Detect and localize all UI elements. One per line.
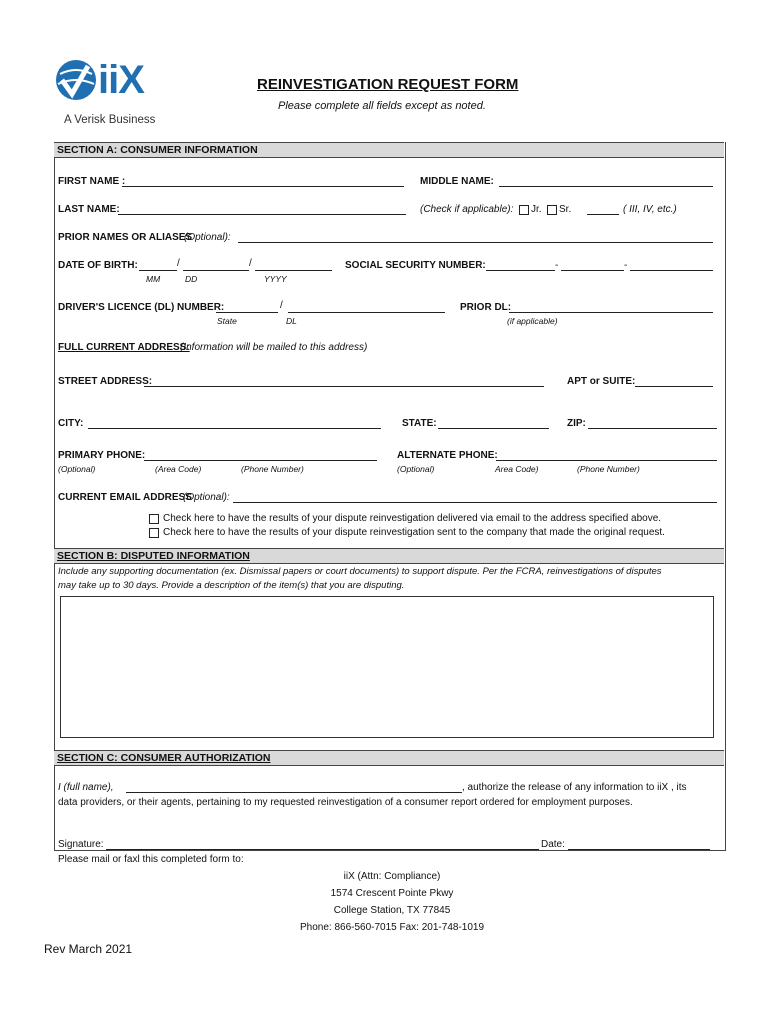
section-c-header — [54, 750, 724, 766]
form-title: REINVESTIGATION REQUEST FORM — [257, 76, 519, 93]
prior-names-optional: (Optional): — [184, 232, 231, 243]
alternate-phone-number-hint: (Phone Number) — [577, 464, 640, 474]
city-field[interactable] — [88, 428, 381, 429]
dob-mm-hint: MM — [146, 274, 161, 284]
ssn-sep-2: - — [624, 260, 628, 271]
company-results-checkbox[interactable] — [149, 528, 159, 538]
primary-phone-area-hint: (Area Code) — [155, 464, 202, 474]
ssn-part1-field[interactable] — [486, 270, 555, 271]
dl-state-field[interactable] — [216, 312, 278, 313]
apt-label: APT or SUITE: — [567, 376, 636, 387]
dob-yyyy-hint: YYYY — [264, 274, 287, 284]
suffix-hint: ( III, IV, etc.) — [623, 204, 677, 215]
mail-instruction: Please mail or faxl this completed form to: — [58, 854, 244, 865]
zip-field[interactable] — [588, 428, 717, 429]
dob-day-field[interactable] — [183, 270, 249, 271]
full-name-field[interactable] — [126, 792, 462, 793]
dl-number-label: DRIVER'S LICENCE (DL) NUMBER: — [58, 302, 225, 313]
date-field[interactable] — [568, 849, 710, 850]
dl-state-hint: State — [217, 316, 237, 326]
ssn-label: SOCIAL SECURITY NUMBER: — [345, 260, 486, 271]
ssn-part3-field[interactable] — [630, 270, 713, 271]
city-label: CITY: — [58, 418, 84, 429]
section-b-desc-2: may take up to 30 days. Provide a description of the item(s) that you are disputing. — [58, 580, 405, 591]
revision-label: Rev March 2021 — [44, 942, 133, 956]
logo-wordmark: iiX — [98, 58, 144, 102]
mail-line-2: 1574 Crescent Pointe Pkwy — [330, 888, 454, 899]
company-logo — [54, 56, 158, 130]
logo-tagline: A Verisk Business — [64, 114, 156, 126]
section-c-title: SECTION C: CONSUMER AUTHORIZATION — [57, 752, 271, 764]
street-label: STREET ADDRESS: — [58, 376, 153, 387]
mail-line-4: Phone: 866-560-7015 Fax: 201-748-1019 — [299, 922, 485, 933]
primary-phone-number-hint: (Phone Number) — [241, 464, 304, 474]
mail-line-1: iiX (Attn: Compliance) — [343, 871, 441, 882]
email-results-checkbox[interactable] — [149, 514, 159, 524]
signature-label: Signature: — [58, 839, 104, 850]
suffix-check-label: (Check if applicable): — [420, 204, 514, 215]
dob-sep-2: / — [249, 258, 252, 269]
alternate-phone-field[interactable] — [496, 460, 717, 461]
dl-dl-hint: DL — [286, 316, 297, 326]
primary-phone-field[interactable] — [144, 460, 377, 461]
section-b-header — [54, 548, 724, 564]
full-address-label: FULL CURRENT ADDRESS: — [58, 342, 190, 353]
dl-sep: / — [280, 300, 283, 311]
date-label: Date: — [541, 839, 565, 850]
first-name-label: FIRST NAME : — [58, 176, 126, 187]
sr-label: Sr. — [559, 204, 572, 215]
full-name-label: I (full name), — [58, 782, 114, 793]
logo-globe-icon — [54, 56, 98, 104]
suffix-field[interactable] — [587, 214, 619, 215]
first-name-field[interactable] — [122, 186, 404, 187]
ssn-part2-field[interactable] — [561, 270, 624, 271]
dob-dd-hint: DD — [185, 274, 198, 284]
dob-sep-1: / — [177, 258, 180, 269]
dob-label: DATE OF BIRTH: — [58, 260, 138, 271]
ssn-sep-1: - — [555, 260, 559, 271]
apt-field[interactable] — [635, 386, 713, 387]
email-field[interactable] — [233, 502, 717, 503]
prior-dl-label: PRIOR DL: — [460, 302, 512, 313]
alternate-phone-optional: (Optional) — [397, 464, 435, 474]
authorize-text: , authorize the release of any information to iiX , its — [462, 782, 687, 793]
signature-field[interactable] — [106, 849, 539, 850]
state-label: STATE: — [402, 418, 437, 429]
alternate-phone-label: ALTERNATE PHONE: — [397, 450, 498, 461]
alternate-phone-area-hint: Area Code) — [495, 464, 539, 474]
jr-label: Jr. — [531, 204, 542, 215]
zip-label: ZIP: — [567, 418, 586, 429]
state-field[interactable] — [438, 428, 549, 429]
jr-checkbox[interactable] — [519, 205, 529, 215]
dob-month-field[interactable] — [139, 270, 177, 271]
middle-name-label: MIDDLE NAME: — [420, 176, 494, 187]
section-a-title: SECTION A: CONSUMER INFORMATION — [57, 144, 258, 156]
middle-name-field[interactable] — [499, 186, 713, 187]
section-b-title: SECTION B: DISPUTED INFORMATION — [57, 550, 250, 562]
last-name-label: LAST NAME: — [58, 204, 120, 215]
last-name-field[interactable] — [118, 214, 406, 215]
mailing-address — [250, 868, 534, 936]
sr-checkbox[interactable] — [547, 205, 557, 215]
prior-names-label: PRIOR NAMES OR ALIASES — [58, 232, 193, 243]
prior-dl-hint: (if applicable) — [507, 316, 558, 326]
primary-phone-label: PRIMARY PHONE: — [58, 450, 146, 461]
email-optional: (Optional): — [183, 492, 230, 503]
full-address-note: (Information will be mailed to this address) — [180, 342, 368, 353]
primary-phone-optional: (Optional) — [58, 464, 96, 474]
form-subtitle: Please complete all fields except as noted. — [278, 100, 486, 112]
mail-line-3: College Station, TX 77845 — [333, 905, 451, 916]
prior-dl-field[interactable] — [509, 312, 713, 313]
email-label: CURRENT EMAIL ADDRESS — [58, 492, 192, 503]
dob-year-field[interactable] — [255, 270, 332, 271]
prior-names-field[interactable] — [238, 242, 713, 243]
dl-number-field[interactable] — [288, 312, 445, 313]
section-b-desc-1: Include any supporting documentation (ex. Dismissal papers or court documents) to support dispute. Per the FCRA, reinvestigations of disputes — [58, 566, 662, 577]
email-results-label: Check here to have the results of your dispute reinvestigation delivered via email to the address specified above. — [163, 513, 662, 524]
street-field[interactable] — [144, 386, 544, 387]
authorize-text-2: data providers, or their agents, pertaining to my requested reinvestigation of a consumer report ordered for employment purposes. — [58, 797, 633, 808]
section-a-header — [54, 142, 724, 158]
company-results-label: Check here to have the results of your dispute reinvestigation sent to the company that made the original request. — [163, 527, 665, 538]
dispute-description-textarea[interactable] — [60, 596, 714, 738]
